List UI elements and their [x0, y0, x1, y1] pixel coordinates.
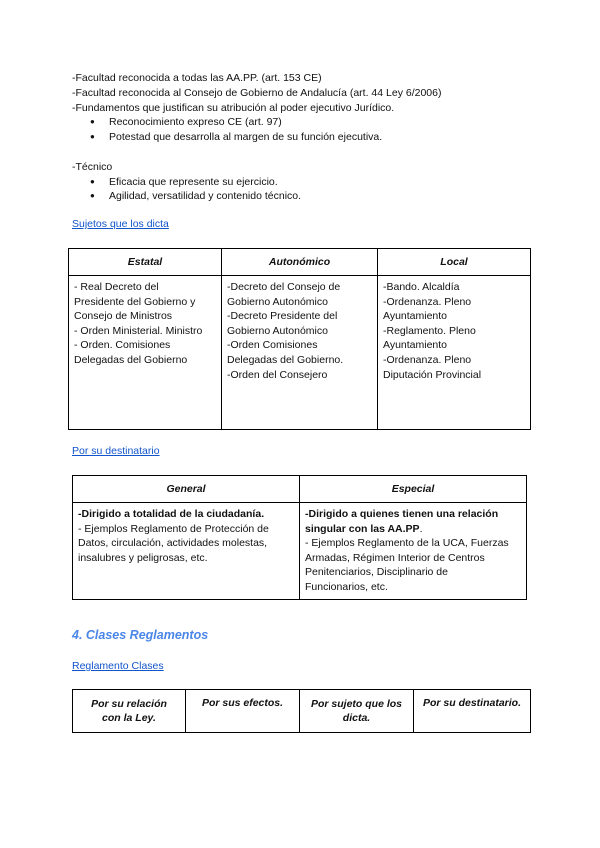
cell-line-bold: [305, 522, 521, 537]
cell-line-bold: [78, 507, 294, 522]
clases-table: [72, 689, 531, 733]
header-estatal: Estatal: [69, 249, 222, 276]
cell-line: insalubres y peligrosas, etc.: [78, 551, 208, 564]
header-destinatario: [414, 690, 531, 733]
header-especial: Especial: [300, 476, 527, 503]
cell-line: Diputación Provincial: [383, 368, 482, 381]
cell-line: - Orden. Comisiones: [74, 339, 171, 352]
reglamento-clases-link[interactable]: Reglamento Clases: [72, 660, 164, 672]
destinatario-link[interactable]: Por su destinatario: [72, 445, 160, 457]
section-heading-clases: 4. Clases Reglamentos: [72, 628, 209, 642]
cell-line: -Reglamento. Pleno: [383, 324, 476, 337]
cell-line: Delegadas del Gobierno: [74, 353, 188, 366]
bold-text: singular con las AA.PP: [305, 522, 420, 535]
tecnico-label: -Técnico: [72, 160, 113, 173]
cell-line: Gobierno Autonómico: [227, 324, 328, 337]
cell-line: Ayuntamiento: [383, 339, 448, 352]
spacer: [72, 145, 542, 160]
table-header-row: [73, 690, 531, 733]
bullet-item: ● Agilidad, versatilidad y contenido técnico.: [72, 189, 542, 204]
cell-local: [378, 276, 531, 430]
sujetos-link[interactable]: Sujetos que los dicta: [72, 218, 169, 230]
bold-text: -Dirigido a quienes tienen una relación: [305, 508, 499, 520]
header-relacion-ley: [73, 690, 186, 733]
sujetos-table: [68, 248, 531, 430]
cell-line: Presidente del Gobierno y: [74, 295, 196, 308]
header-local: Local: [378, 249, 531, 276]
cell-line: -Ordenanza. Pleno: [383, 353, 472, 366]
cell-autonomico: [222, 276, 378, 430]
header-line: dicta.: [342, 712, 371, 724]
bullet-item: ● Eficacia que represente su ejercicio.: [72, 175, 542, 190]
intro-line-andalucia: -Facultad reconocida al Consejo de Gobierno de Andalucía (art. 44 Ley 6/2006): [72, 86, 442, 99]
intro-line-aapp: -Facultad reconocida a todas las AA.PP. (art. 153 CE): [72, 72, 322, 84]
trailing-dot: .: [419, 522, 423, 535]
cell-line-bold: [305, 507, 521, 522]
cell-line: -Decreto Presidente del: [227, 310, 338, 323]
intro-line-fundamentos: -Fundamentos que justifican su atribución al poder ejecutivo Jurídico.: [72, 101, 395, 114]
destinatario-table: [72, 475, 527, 600]
cell-line: -Orden del Consejero: [227, 368, 328, 381]
table-row: [69, 276, 531, 430]
cell-especial: [300, 503, 527, 600]
header-line: con la Ley.: [102, 712, 156, 724]
cell-line: -Decreto del Consejo de: [227, 281, 341, 293]
cell-line: -Bando. Alcaldía: [383, 281, 460, 293]
cell-line: -Orden Comisiones: [227, 339, 318, 352]
intro-section: [72, 71, 542, 204]
header-line: Por su relación: [91, 698, 167, 710]
cell-line: - Orden Ministerial. Ministro: [74, 324, 203, 337]
cell-line: -Ordenanza. Pleno: [383, 295, 472, 308]
bullet-item: ● Reconocimiento expreso CE (art. 97): [72, 115, 542, 130]
cell-line: Armadas, Régimen Interior de Centros: [305, 551, 485, 564]
header-autonomico: Autonómico: [222, 249, 378, 276]
header-line: Por sujeto que los: [310, 698, 402, 710]
header-sujeto: [300, 690, 414, 733]
header-line: Por su destinatario.: [422, 697, 522, 709]
cell-line: Delegadas del Gobierno.: [227, 353, 344, 366]
table-header-row: [73, 476, 527, 503]
table-header-row: [69, 249, 531, 276]
header-line: Por sus efectos.: [201, 697, 284, 709]
cell-line: Ayuntamiento: [383, 310, 448, 323]
cell-general: [73, 503, 300, 600]
cell-line: Datos, circulación, actividades molestas,: [78, 537, 268, 550]
tecnico-bullet-list: [72, 175, 542, 205]
cell-line: - Real Decreto del: [74, 281, 159, 293]
fundamentos-bullet-list: [72, 115, 542, 145]
cell-line: Gobierno Autonómico: [227, 295, 328, 308]
header-general: General: [73, 476, 300, 503]
cell-line: - Ejemplos Reglamento de Protección de: [78, 522, 269, 535]
cell-estatal: [69, 276, 222, 430]
cell-line: Penitenciarios, Disciplinario de: [305, 566, 448, 579]
cell-line: - Ejemplos Reglamento de la UCA, Fuerzas: [305, 537, 509, 550]
cell-line: Consejo de Ministros: [74, 310, 173, 323]
table-row: [73, 503, 527, 600]
bullet-item: ● Potestad que desarrolla al margen de su función ejecutiva.: [72, 130, 542, 145]
bold-text: -Dirigido a totalidad de la ciudadanía.: [78, 508, 265, 520]
header-efectos: [186, 690, 300, 733]
cell-line: Funcionarios, etc.: [305, 580, 388, 593]
